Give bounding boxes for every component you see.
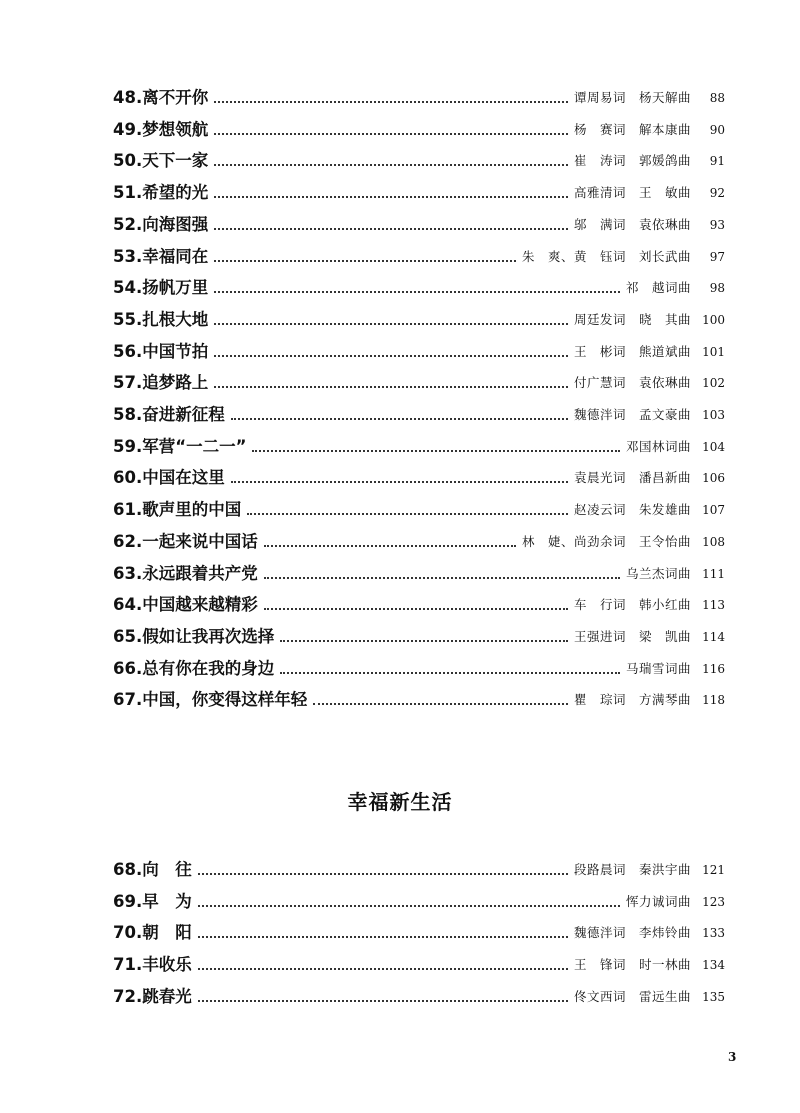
entry-title: 歌声里的中国 (142, 500, 242, 520)
toc-entry[interactable] (113, 562, 725, 586)
entry-title: 幸福同在 (142, 246, 209, 266)
entry-number: 58. (113, 405, 143, 424)
entry-number: 62. (113, 531, 143, 551)
entry-number: 57. (113, 373, 143, 393)
entry-title: 一起来说中国话 (142, 531, 258, 551)
entry-page-number: 108 (702, 534, 725, 549)
dot-leader (214, 291, 620, 293)
toc-entry[interactable] (113, 245, 725, 269)
toc-entry[interactable] (113, 371, 725, 395)
entry-number: 61. (113, 500, 143, 520)
toc-entry[interactable] (113, 213, 725, 237)
toc-entry[interactable] (113, 276, 725, 300)
dot-leader (214, 260, 516, 262)
entry-number: 63. (113, 563, 143, 583)
entry-number: 70. (113, 923, 143, 943)
entry-credit: 杨 赛词 解本康曲 (573, 121, 691, 137)
entry-title: 跳春光 (142, 986, 192, 1006)
dot-leader (214, 133, 568, 135)
entry-number: 72. (113, 986, 143, 1006)
dot-leader (198, 936, 568, 938)
entry-credit: 魏德泮词 李炜铃曲 (573, 925, 691, 941)
entry-page-number: 91 (709, 154, 725, 169)
entry-title: 早 为 (142, 891, 192, 911)
entry-page-number: 103 (702, 408, 725, 422)
entry-number: 52. (113, 214, 143, 234)
entry-title: 离不开你 (142, 88, 209, 107)
entry-number: 54. (113, 278, 143, 298)
entry-title: 中国在这里 (142, 468, 225, 488)
entry-page-number: 97 (709, 249, 725, 264)
entry-page-number: 93 (709, 217, 725, 232)
entry-page-number: 106 (702, 471, 725, 486)
entry-credit: 车 行词 韩小红曲 (573, 597, 691, 613)
entry-credit: 瞿 琮词 方满琴曲 (573, 692, 691, 708)
entry-credit: 高雅清词 王 敏曲 (573, 185, 691, 201)
toc-entry[interactable] (113, 657, 725, 681)
toc-entry[interactable] (113, 149, 725, 173)
toc-entry[interactable] (113, 921, 725, 945)
entry-credit: 林 婕、尚劲余词 王令怡曲 (521, 533, 691, 549)
entry-title: 奋进新征程 (142, 405, 225, 424)
entry-page-number: 92 (709, 186, 725, 201)
entry-page-number: 90 (709, 122, 725, 137)
entry-title: 希望的光 (142, 183, 209, 203)
entry-number: 56. (113, 341, 143, 361)
entry-credit: 马瑞雪词曲 (625, 660, 691, 676)
dot-leader (264, 577, 620, 579)
toc-entry[interactable] (113, 890, 725, 914)
entry-credit: 付广慧词 袁依琳曲 (573, 375, 691, 391)
entry-page-number: 135 (702, 989, 725, 1004)
entry-page-number: 98 (709, 281, 725, 296)
toc-entry[interactable] (113, 625, 725, 649)
dot-leader (264, 545, 516, 547)
entry-credit: 魏德泮词 孟文豪曲 (573, 407, 691, 422)
entry-credit: 邬 满词 袁依琳曲 (573, 216, 691, 232)
entry-title: 追梦路上 (142, 373, 209, 393)
toc-entry[interactable] (113, 593, 725, 617)
dot-leader (198, 1000, 568, 1002)
entry-title: 梦想领航 (142, 119, 209, 139)
dot-leader (214, 164, 568, 166)
entry-number: 49. (113, 119, 143, 139)
dot-leader (231, 481, 568, 483)
dot-leader (214, 228, 568, 230)
entry-number: 55. (113, 309, 143, 329)
entry-number: 65. (113, 626, 143, 646)
dot-leader (214, 101, 568, 103)
entry-number: 67. (113, 690, 143, 710)
entry-number: 60. (113, 468, 143, 488)
toc-entry[interactable] (113, 530, 725, 554)
dot-leader (231, 418, 568, 420)
toc-entry[interactable] (113, 466, 725, 490)
entry-credit: 王 锋词 时一林曲 (573, 957, 691, 973)
dot-leader (264, 608, 568, 610)
entry-title: 扬帆万里 (142, 278, 209, 298)
entry-page-number: 111 (702, 566, 725, 581)
entry-title: 向 往 (142, 860, 192, 879)
entry-title: 假如让我再次选择 (142, 626, 275, 646)
entry-title: 丰收乐 (142, 955, 192, 975)
entry-title: 天下一家 (142, 151, 209, 171)
entry-title: 朝 阳 (142, 923, 192, 943)
toc-entry[interactable] (113, 953, 725, 977)
entry-title: 中国节拍 (142, 341, 209, 361)
toc-entry[interactable] (113, 118, 725, 142)
entry-title: 中国，你变得这样年轻 (142, 690, 308, 710)
dot-leader (247, 513, 568, 515)
dot-leader (198, 905, 620, 907)
entry-number: 68. (113, 860, 143, 879)
toc-entry[interactable] (113, 985, 725, 1009)
toc-entry[interactable] (113, 858, 725, 882)
page-number: 3 (728, 1050, 737, 1064)
entry-title: 中国越来越精彩 (142, 595, 258, 615)
dot-leader (280, 640, 568, 642)
entry-credit: 朱 爽、黄 钰词 刘长武曲 (521, 248, 691, 264)
entry-number: 69. (113, 891, 143, 911)
entry-page-number: 133 (702, 926, 725, 941)
entry-number: 50. (113, 151, 143, 171)
dot-leader (214, 355, 568, 357)
entry-page-number: 134 (702, 958, 725, 973)
entry-number: 59. (113, 436, 143, 456)
entry-credit: 赵凌云词 朱发雄曲 (573, 502, 691, 518)
entry-page-number: 101 (702, 344, 725, 359)
dot-leader (252, 450, 620, 452)
entry-credit: 邓国林词曲 (625, 438, 691, 454)
entry-title: 军营“一二一” (142, 436, 247, 456)
entry-page-number: 118 (702, 693, 725, 708)
dot-leader (214, 196, 568, 198)
entry-number: 51. (113, 183, 143, 203)
toc-entry[interactable] (113, 688, 725, 712)
entry-credit: 王 彬词 熊道斌曲 (573, 343, 691, 359)
entry-page-number: 121 (702, 863, 725, 877)
toc-entry[interactable] (113, 340, 725, 364)
entry-credit: 佟文西词 雷远生曲 (573, 988, 691, 1004)
entry-credit: 周廷发词 晓 其曲 (573, 311, 691, 327)
entry-page-number: 100 (702, 312, 725, 327)
dot-leader (198, 873, 568, 875)
entry-number: 64. (113, 595, 143, 615)
entry-credit: 恽力诚词曲 (625, 893, 691, 909)
entry-credit: 段路晨词 秦洪宇曲 (573, 862, 691, 877)
entry-title: 扎根大地 (142, 309, 209, 329)
toc-entry[interactable] (113, 498, 725, 522)
entry-page-number: 88 (709, 91, 725, 105)
dot-leader (280, 672, 620, 674)
entry-number: 71. (113, 955, 143, 975)
entry-number: 53. (113, 246, 143, 266)
entry-credit: 谭周易词 杨天解曲 (573, 90, 691, 105)
entry-page-number: 114 (702, 629, 725, 644)
toc-entry[interactable] (113, 308, 725, 332)
entry-title: 永远跟着共产党 (142, 563, 258, 583)
toc-entry[interactable] (113, 181, 725, 205)
dot-leader (214, 323, 568, 325)
dot-leader (198, 968, 568, 970)
entry-number: 66. (113, 658, 143, 678)
entry-credit: 袁晨光词 潘昌新曲 (573, 470, 691, 486)
toc-entry[interactable] (113, 86, 725, 110)
dot-leader (214, 386, 568, 388)
entry-credit: 王强进词 梁 凯曲 (573, 628, 691, 644)
entry-page-number: 113 (702, 598, 725, 613)
entry-page-number: 123 (702, 894, 725, 909)
toc-entry[interactable] (113, 435, 725, 459)
dot-leader (313, 703, 568, 705)
entry-page-number: 104 (702, 439, 725, 454)
entry-credit: 崔 涛词 郭媛鸽曲 (573, 153, 691, 169)
entry-page-number: 116 (702, 661, 725, 676)
section-heading: 幸福新生活 (347, 790, 453, 814)
entry-title: 总有你在我的身边 (142, 658, 275, 678)
toc-entry[interactable] (113, 403, 725, 427)
entry-page-number: 102 (702, 376, 725, 391)
entry-number: 48. (113, 88, 143, 107)
entry-title: 向海图强 (142, 214, 209, 234)
entry-page-number: 107 (702, 503, 725, 518)
entry-credit: 乌兰杰词曲 (625, 565, 691, 581)
entry-credit: 祁 越词曲 (625, 280, 691, 296)
